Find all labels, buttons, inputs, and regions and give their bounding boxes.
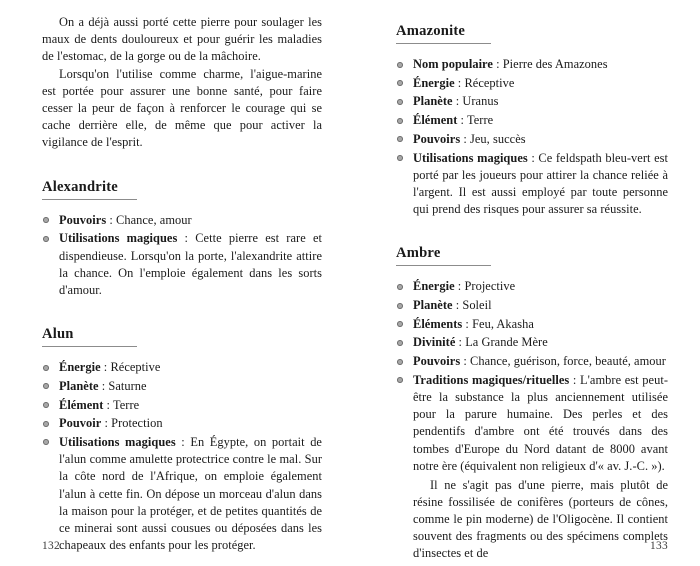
- attribute-term: Planète: [59, 378, 99, 393]
- attribute-term: Énergie: [413, 279, 455, 294]
- attribute-value: Projective: [464, 279, 516, 294]
- page-number: 132: [42, 540, 60, 552]
- attribute-value: Feu, Akasha: [472, 316, 534, 331]
- attribute-separator: :: [492, 57, 503, 71]
- attribute-separator: :: [462, 316, 473, 331]
- attribute-term: Pouvoir: [59, 416, 102, 431]
- attribute-list: [42, 359, 322, 554]
- attribute-separator: :: [106, 212, 117, 227]
- attribute-separator: :: [100, 360, 111, 375]
- attribute-separator: :: [454, 75, 465, 90]
- list-item: [42, 397, 322, 414]
- section-ambre: [396, 244, 668, 562]
- attribute-value: Pierre des Amazones: [502, 57, 608, 71]
- attribute-value: Réceptive: [110, 360, 161, 375]
- bullet-ornament-icon: [397, 155, 403, 161]
- attribute-value: Ce feldspath bleu-vert est porté par les joueurs pour attirer la chance reliée à l'argent. Il est aussi employé par toute personne qui prend des risques pour assurer sa réussite.: [413, 150, 668, 217]
- attribute-list: [42, 212, 322, 300]
- section-alexandrite: [42, 178, 322, 300]
- attribute-value: Chance, amour: [116, 212, 192, 227]
- section-amazonite: [396, 22, 668, 218]
- list-item: [396, 75, 668, 92]
- section-heading: Amazonite: [396, 23, 466, 39]
- list-item: [396, 93, 668, 110]
- attribute-value: Soleil: [462, 298, 492, 313]
- list-item: [42, 415, 322, 432]
- attribute-value: Chance, guérison, force, beauté, amour: [470, 354, 666, 369]
- bullet-ornament-icon: [397, 118, 403, 124]
- list-item: [396, 297, 668, 314]
- attribute-separator: :: [452, 298, 463, 313]
- attribute-term: Élément: [413, 113, 458, 128]
- attribute-value: L'ambre est peut-être la substance la plus anciennement utilisée pour la parure humaine. Des perles et des pendentifs d'ambre ont été trouvés dans des tombes d'Europe du Nord datant de 8000 avant notre ère (équivalent non religieux d'« av. J.-C. »).: [413, 372, 669, 473]
- attribute-term: Planète: [413, 94, 453, 109]
- bullet-ornament-icon: [397, 99, 403, 105]
- attribute-value: Réceptive: [464, 75, 515, 90]
- attribute-term: Pouvoirs: [413, 354, 461, 369]
- attribute-term: Utilisations magiques: [413, 150, 528, 165]
- list-item: [42, 359, 322, 376]
- attribute-term: Utilisations magiques: [59, 434, 176, 449]
- paragraph: Il ne s'agit pas d'une pierre, mais plutôt de résine fossilisée de conifères (porteurs de cônes, comme le pin moderne) de l'Oligocène. Il contient souvent des fragments ou des spécimens complets d'insectes et de: [413, 477, 668, 561]
- bullet-ornament-icon: [43, 383, 49, 389]
- bullet-ornament-icon: [43, 421, 49, 427]
- attribute-term: Traditions magiques/rituelles: [413, 372, 570, 387]
- list-item: [42, 212, 322, 229]
- list-item: [396, 278, 668, 295]
- attribute-value: En Égypte, on portait de l'alun comme amulette protectrice contre le mal. Sur la côte nord de l'Afrique, on emploie également l'alun à cette fin. On dépose un morceau d'alun dans la maison pour la protéger, et de petites quantités de ce minerai sont aussi cousues ou déposées dans les chapeaux des enfants pour les protéger.: [59, 434, 322, 553]
- heading-rule: [42, 199, 137, 200]
- attribute-separator: :: [98, 378, 109, 393]
- bullet-ornament-icon: [397, 284, 403, 290]
- attribute-separator: :: [460, 131, 471, 146]
- section-heading: Alun: [42, 326, 74, 343]
- bullet-ornament-icon: [397, 359, 403, 365]
- attribute-term: Utilisations magiques: [59, 231, 178, 246]
- attribute-separator: :: [101, 416, 112, 431]
- section-alun: [42, 325, 322, 554]
- attribute-separator: :: [454, 279, 465, 294]
- list-item: [42, 434, 322, 554]
- left-column: [42, 14, 322, 554]
- attribute-separator: :: [527, 150, 539, 165]
- section-heading: Alexandrite: [42, 178, 118, 195]
- list-item: [396, 56, 668, 73]
- list-item: [396, 150, 668, 219]
- right-column: [396, 22, 668, 563]
- attribute-term: Énergie: [413, 75, 455, 90]
- heading-rule: [396, 43, 491, 44]
- list-item: [396, 112, 668, 129]
- bullet-ornament-icon: [43, 439, 49, 445]
- attribute-separator: :: [460, 354, 471, 369]
- bullet-ornament-icon: [397, 80, 403, 86]
- attribute-term: Nom populaire: [413, 57, 493, 71]
- attribute-separator: :: [569, 372, 581, 387]
- attribute-value: Saturne: [108, 378, 147, 393]
- section-heading: Ambre: [396, 245, 441, 262]
- bullet-ornament-icon: [397, 62, 403, 68]
- page-right: [350, 0, 700, 566]
- bullet-ornament-icon: [397, 340, 403, 346]
- attribute-list: [396, 56, 668, 218]
- bullet-ornament-icon: [43, 217, 49, 223]
- heading-rule: [42, 346, 137, 347]
- paragraph: On a déjà aussi porté cette pierre pour soulager les maux de dents douloureux et pour guérir les maladies de l'estomac, de la gorge ou de la mâchoire.: [42, 15, 322, 64]
- attribute-separator: :: [455, 335, 466, 350]
- list-item: [396, 334, 668, 351]
- bullet-ornament-icon: [397, 136, 403, 142]
- attribute-term: Élément: [59, 397, 104, 412]
- attribute-separator: :: [457, 113, 467, 128]
- attribute-value: Terre: [112, 397, 140, 412]
- attribute-term: Énergie: [59, 360, 101, 375]
- page-number: 133: [650, 540, 668, 552]
- attribute-term: Planète: [413, 298, 453, 313]
- bullet-ornament-icon: [397, 377, 403, 383]
- attribute-separator: :: [452, 94, 463, 109]
- attribute-value: La Grande Mère: [465, 335, 548, 350]
- bullet-ornament-icon: [43, 402, 49, 408]
- attribute-term: Divinité: [413, 335, 456, 350]
- attribute-separator: :: [175, 434, 191, 449]
- attribute-list: [396, 278, 668, 475]
- attribute-separator: :: [177, 231, 196, 246]
- attribute-value: Terre: [466, 113, 494, 128]
- bullet-ornament-icon: [43, 236, 49, 242]
- attribute-term: Pouvoirs: [59, 212, 107, 227]
- heading-rule: [396, 265, 491, 266]
- attribute-value: Cette pierre est rare et dispendieuse. Lorsqu'on la porte, l'alexandrite attire la chance. On l'emploie également dans les sorts d'amour.: [59, 231, 322, 297]
- list-item: [396, 316, 668, 333]
- attribute-term: Pouvoirs: [413, 131, 461, 146]
- bullet-ornament-icon: [397, 303, 403, 309]
- bullet-ornament-icon: [397, 321, 403, 327]
- attribute-value: Protection: [111, 416, 163, 431]
- attribute-value: Jeu, succès: [470, 131, 526, 146]
- attribute-term: Éléments: [413, 316, 463, 331]
- list-item: [396, 131, 668, 148]
- list-item: [396, 372, 668, 475]
- list-item: [396, 353, 668, 370]
- list-item: [42, 230, 322, 299]
- paragraph: Lorsqu'on l'utilise comme charme, l'aigue-marine est portée pour assurer une bonne santé, pour faire cesser la peur de façon à renforcer le courage qui se cache derrière elle, de même que pour activer la vigilance de l'esprit.: [42, 66, 322, 150]
- bullet-ornament-icon: [43, 365, 49, 371]
- attribute-separator: :: [103, 397, 113, 412]
- list-item: [42, 378, 322, 395]
- attribute-value: Uranus: [462, 94, 499, 109]
